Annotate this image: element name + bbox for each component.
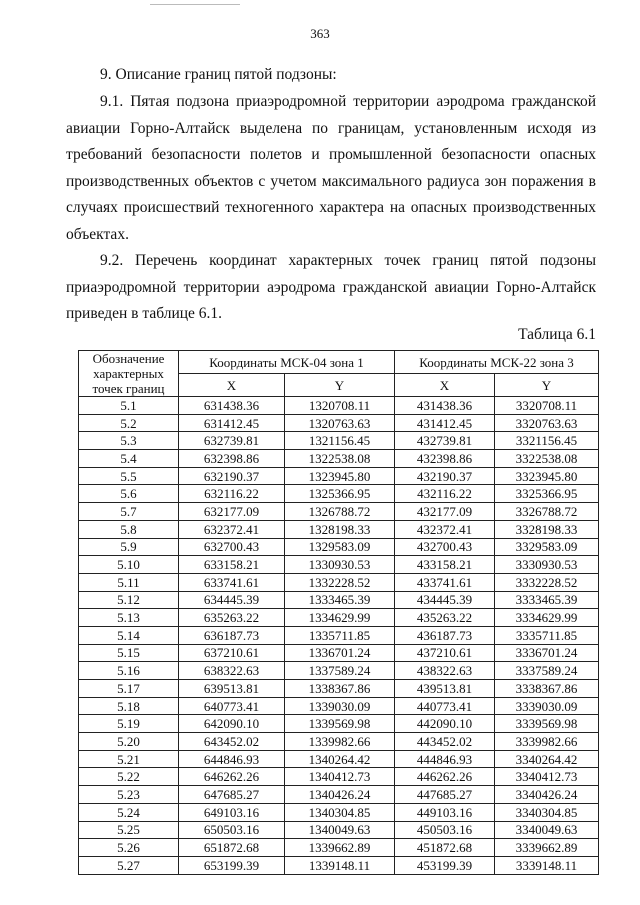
msk04-y-cell: 1340304.85 <box>285 803 395 821</box>
msk22-x-cell: 433158.21 <box>395 556 495 574</box>
table-row <box>79 573 599 591</box>
table-row <box>79 680 599 698</box>
msk22-x-cell: 436187.73 <box>395 626 495 644</box>
msk04-y-cell: 1333465.39 <box>285 591 395 609</box>
msk22-y-cell: 3334629.99 <box>495 609 599 627</box>
point-id-cell: 5.16 <box>79 662 179 680</box>
msk04-x-cell: 638322.63 <box>179 662 285 680</box>
table-row <box>79 856 599 874</box>
point-id-cell: 5.5 <box>79 467 179 485</box>
point-id-cell: 5.14 <box>79 626 179 644</box>
msk04-y-cell: 1339030.09 <box>285 697 395 715</box>
table-row <box>79 503 599 521</box>
table-row <box>79 697 599 715</box>
table-row <box>79 839 599 857</box>
msk04-x-cell: 632700.43 <box>179 538 285 556</box>
msk22-y-cell: 3338367.86 <box>495 680 599 698</box>
msk22-x-cell: 434445.39 <box>395 591 495 609</box>
table-row <box>79 644 599 662</box>
msk22-x-cell: 439513.81 <box>395 680 495 698</box>
msk04-x-cell: 632177.09 <box>179 503 285 521</box>
point-id-cell: 5.9 <box>79 538 179 556</box>
msk04-y-cell: 1329583.09 <box>285 538 395 556</box>
header-point-designation: Обозначение характерных точек границ <box>79 351 179 397</box>
msk04-x-cell: 633158.21 <box>179 556 285 574</box>
point-id-cell: 5.6 <box>79 485 179 503</box>
point-id-cell: 5.4 <box>79 450 179 468</box>
table-row <box>79 715 599 733</box>
table-row <box>79 520 599 538</box>
msk04-y-cell: 1335711.85 <box>285 626 395 644</box>
msk04-y-cell: 1321156.45 <box>285 432 395 450</box>
msk22-y-cell: 3332228.52 <box>495 573 599 591</box>
point-id-cell: 5.23 <box>79 786 179 804</box>
table-row <box>79 450 599 468</box>
msk22-y-cell: 3320763.63 <box>495 414 599 432</box>
msk22-x-cell: 432372.41 <box>395 520 495 538</box>
table-row <box>79 485 599 503</box>
point-id-cell: 5.21 <box>79 750 179 768</box>
point-id-cell: 5.17 <box>79 680 179 698</box>
paragraph-9-1: 9.1. Пятая подзона приаэродромной территории аэродрома гражданской авиации Горно-Алтайск выделена по границам, установленным исходя из требований безопасности полетов и промышленной безопасности опасных производственных объектов с учетом максимального радиуса зон поражения в случаях происшествий техногенного характера на опасных производственных объектах. <box>66 93 596 243</box>
msk04-y-cell: 1340412.73 <box>285 768 395 786</box>
msk04-x-cell: 632116.22 <box>179 485 285 503</box>
msk04-y-cell: 1326788.72 <box>285 503 395 521</box>
msk04-y-cell: 1320708.11 <box>285 397 395 415</box>
msk22-x-cell: 432739.81 <box>395 432 495 450</box>
msk22-y-cell: 3330930.53 <box>495 556 599 574</box>
msk22-y-cell: 3340049.63 <box>495 821 599 839</box>
msk04-y-cell: 1340264.42 <box>285 750 395 768</box>
table-row <box>79 591 599 609</box>
msk22-y-cell: 3328198.33 <box>495 520 599 538</box>
msk22-y-cell: 3329583.09 <box>495 538 599 556</box>
msk22-y-cell: 3339148.11 <box>495 856 599 874</box>
msk04-x-cell: 644846.93 <box>179 750 285 768</box>
msk22-y-cell: 3340426.24 <box>495 786 599 804</box>
msk22-x-cell: 432700.43 <box>395 538 495 556</box>
table-row <box>79 821 599 839</box>
msk22-y-cell: 3333465.39 <box>495 591 599 609</box>
msk22-x-cell: 433741.61 <box>395 573 495 591</box>
scan-artifact-line <box>150 4 240 5</box>
point-id-cell: 5.8 <box>79 520 179 538</box>
msk22-y-cell: 3321156.45 <box>495 432 599 450</box>
header-msk04-y: Y <box>285 374 395 397</box>
msk04-y-cell: 1323945.80 <box>285 467 395 485</box>
point-id-cell: 5.15 <box>79 644 179 662</box>
table-caption: Таблица 6.1 <box>518 326 596 343</box>
msk22-x-cell: 431412.45 <box>395 414 495 432</box>
msk22-x-cell: 443452.02 <box>395 733 495 751</box>
msk22-y-cell: 3340264.42 <box>495 750 599 768</box>
msk22-y-cell: 3337589.24 <box>495 662 599 680</box>
msk22-x-cell: 432398.86 <box>395 450 495 468</box>
header-msk04: Координаты МСК-04 зона 1 <box>179 351 395 374</box>
table-row <box>79 609 599 627</box>
msk22-y-cell: 3339982.66 <box>495 733 599 751</box>
table-row <box>79 626 599 644</box>
msk04-x-cell: 632190.37 <box>179 467 285 485</box>
msk04-x-cell: 634445.39 <box>179 591 285 609</box>
table-row <box>79 467 599 485</box>
msk22-y-cell: 3323945.80 <box>495 467 599 485</box>
point-id-cell: 5.2 <box>79 414 179 432</box>
header-msk22-y: Y <box>495 374 599 397</box>
header-msk22-x: X <box>395 374 495 397</box>
msk22-x-cell: 432190.37 <box>395 467 495 485</box>
msk04-y-cell: 1322538.08 <box>285 450 395 468</box>
point-id-cell: 5.12 <box>79 591 179 609</box>
msk04-x-cell: 639513.81 <box>179 680 285 698</box>
msk04-y-cell: 1325366.95 <box>285 485 395 503</box>
msk04-x-cell: 632372.41 <box>179 520 285 538</box>
section-heading: 9. Описание границ пятой подзоны: <box>100 66 337 83</box>
table-row <box>79 556 599 574</box>
msk22-y-cell: 3339662.89 <box>495 839 599 857</box>
msk22-y-cell: 3326788.72 <box>495 503 599 521</box>
msk04-x-cell: 635263.22 <box>179 609 285 627</box>
msk04-x-cell: 646262.26 <box>179 768 285 786</box>
msk04-y-cell: 1339662.89 <box>285 839 395 857</box>
msk04-x-cell: 631438.36 <box>179 397 285 415</box>
table-body <box>79 397 599 875</box>
msk22-x-cell: 451872.68 <box>395 839 495 857</box>
msk22-x-cell: 437210.61 <box>395 644 495 662</box>
page-number: 363 <box>310 26 330 41</box>
msk04-y-cell: 1339982.66 <box>285 733 395 751</box>
msk22-x-cell: 453199.39 <box>395 856 495 874</box>
header-msk22: Координаты МСК-22 зона 3 <box>395 351 599 374</box>
msk04-y-cell: 1332228.52 <box>285 573 395 591</box>
point-id-cell: 5.24 <box>79 803 179 821</box>
msk04-x-cell: 633741.61 <box>179 573 285 591</box>
point-id-cell: 5.19 <box>79 715 179 733</box>
table-row <box>79 803 599 821</box>
msk22-y-cell: 3322538.08 <box>495 450 599 468</box>
msk04-x-cell: 651872.68 <box>179 839 285 857</box>
msk04-x-cell: 632739.81 <box>179 432 285 450</box>
msk04-y-cell: 1340049.63 <box>285 821 395 839</box>
msk04-x-cell: 642090.10 <box>179 715 285 733</box>
msk22-x-cell: 442090.10 <box>395 715 495 733</box>
point-id-cell: 5.18 <box>79 697 179 715</box>
msk22-y-cell: 3335711.85 <box>495 626 599 644</box>
point-id-cell: 5.10 <box>79 556 179 574</box>
msk04-x-cell: 649103.16 <box>179 803 285 821</box>
msk04-x-cell: 650503.16 <box>179 821 285 839</box>
msk22-x-cell: 431438.36 <box>395 397 495 415</box>
table-row <box>79 768 599 786</box>
point-id-cell: 5.3 <box>79 432 179 450</box>
table-row <box>79 786 599 804</box>
msk22-y-cell: 3320708.11 <box>495 397 599 415</box>
msk22-x-cell: 450503.16 <box>395 821 495 839</box>
point-id-cell: 5.11 <box>79 573 179 591</box>
point-id-cell: 5.27 <box>79 856 179 874</box>
msk22-y-cell: 3340304.85 <box>495 803 599 821</box>
msk22-x-cell: 444846.93 <box>395 750 495 768</box>
msk22-y-cell: 3339569.98 <box>495 715 599 733</box>
point-id-cell: 5.26 <box>79 839 179 857</box>
table-row <box>79 662 599 680</box>
msk04-y-cell: 1340426.24 <box>285 786 395 804</box>
msk04-x-cell: 632398.86 <box>179 450 285 468</box>
msk22-x-cell: 432116.22 <box>395 485 495 503</box>
msk22-x-cell: 447685.27 <box>395 786 495 804</box>
msk22-y-cell: 3340412.73 <box>495 768 599 786</box>
msk04-y-cell: 1339569.98 <box>285 715 395 733</box>
msk22-x-cell: 435263.22 <box>395 609 495 627</box>
msk04-x-cell: 637210.61 <box>179 644 285 662</box>
msk04-x-cell: 643452.02 <box>179 733 285 751</box>
msk04-y-cell: 1330930.53 <box>285 556 395 574</box>
point-id-cell: 5.22 <box>79 768 179 786</box>
point-id-cell: 5.7 <box>79 503 179 521</box>
msk04-y-cell: 1336701.24 <box>285 644 395 662</box>
msk04-x-cell: 636187.73 <box>179 626 285 644</box>
paragraph-9-2: 9.2. Перечень координат характерных точек границ пятой подзоны приаэродромной территории аэродрома гражданской авиации Горно-Алтайск приведен в таблице 6.1. <box>66 252 596 322</box>
table-row <box>79 750 599 768</box>
table-row <box>79 397 599 415</box>
msk22-y-cell: 3336701.24 <box>495 644 599 662</box>
msk22-x-cell: 438322.63 <box>395 662 495 680</box>
point-id-cell: 5.13 <box>79 609 179 627</box>
msk22-y-cell: 3339030.09 <box>495 697 599 715</box>
msk04-y-cell: 1337589.24 <box>285 662 395 680</box>
msk22-x-cell: 440773.41 <box>395 697 495 715</box>
point-id-cell: 5.20 <box>79 733 179 751</box>
header-msk04-x: X <box>179 374 285 397</box>
msk04-y-cell: 1328198.33 <box>285 520 395 538</box>
msk22-x-cell: 446262.26 <box>395 768 495 786</box>
msk04-x-cell: 653199.39 <box>179 856 285 874</box>
msk22-x-cell: 449103.16 <box>395 803 495 821</box>
table-row <box>79 538 599 556</box>
msk04-x-cell: 631412.45 <box>179 414 285 432</box>
point-id-cell: 5.1 <box>79 397 179 415</box>
point-id-cell: 5.25 <box>79 821 179 839</box>
table-row <box>79 432 599 450</box>
table-row <box>79 414 599 432</box>
msk04-y-cell: 1334629.99 <box>285 609 395 627</box>
msk04-y-cell: 1338367.86 <box>285 680 395 698</box>
msk04-y-cell: 1320763.63 <box>285 414 395 432</box>
msk04-x-cell: 647685.27 <box>179 786 285 804</box>
msk22-x-cell: 432177.09 <box>395 503 495 521</box>
table-row <box>79 733 599 751</box>
msk04-x-cell: 640773.41 <box>179 697 285 715</box>
msk22-y-cell: 3325366.95 <box>495 485 599 503</box>
coordinates-table <box>78 350 599 875</box>
msk04-y-cell: 1339148.11 <box>285 856 395 874</box>
